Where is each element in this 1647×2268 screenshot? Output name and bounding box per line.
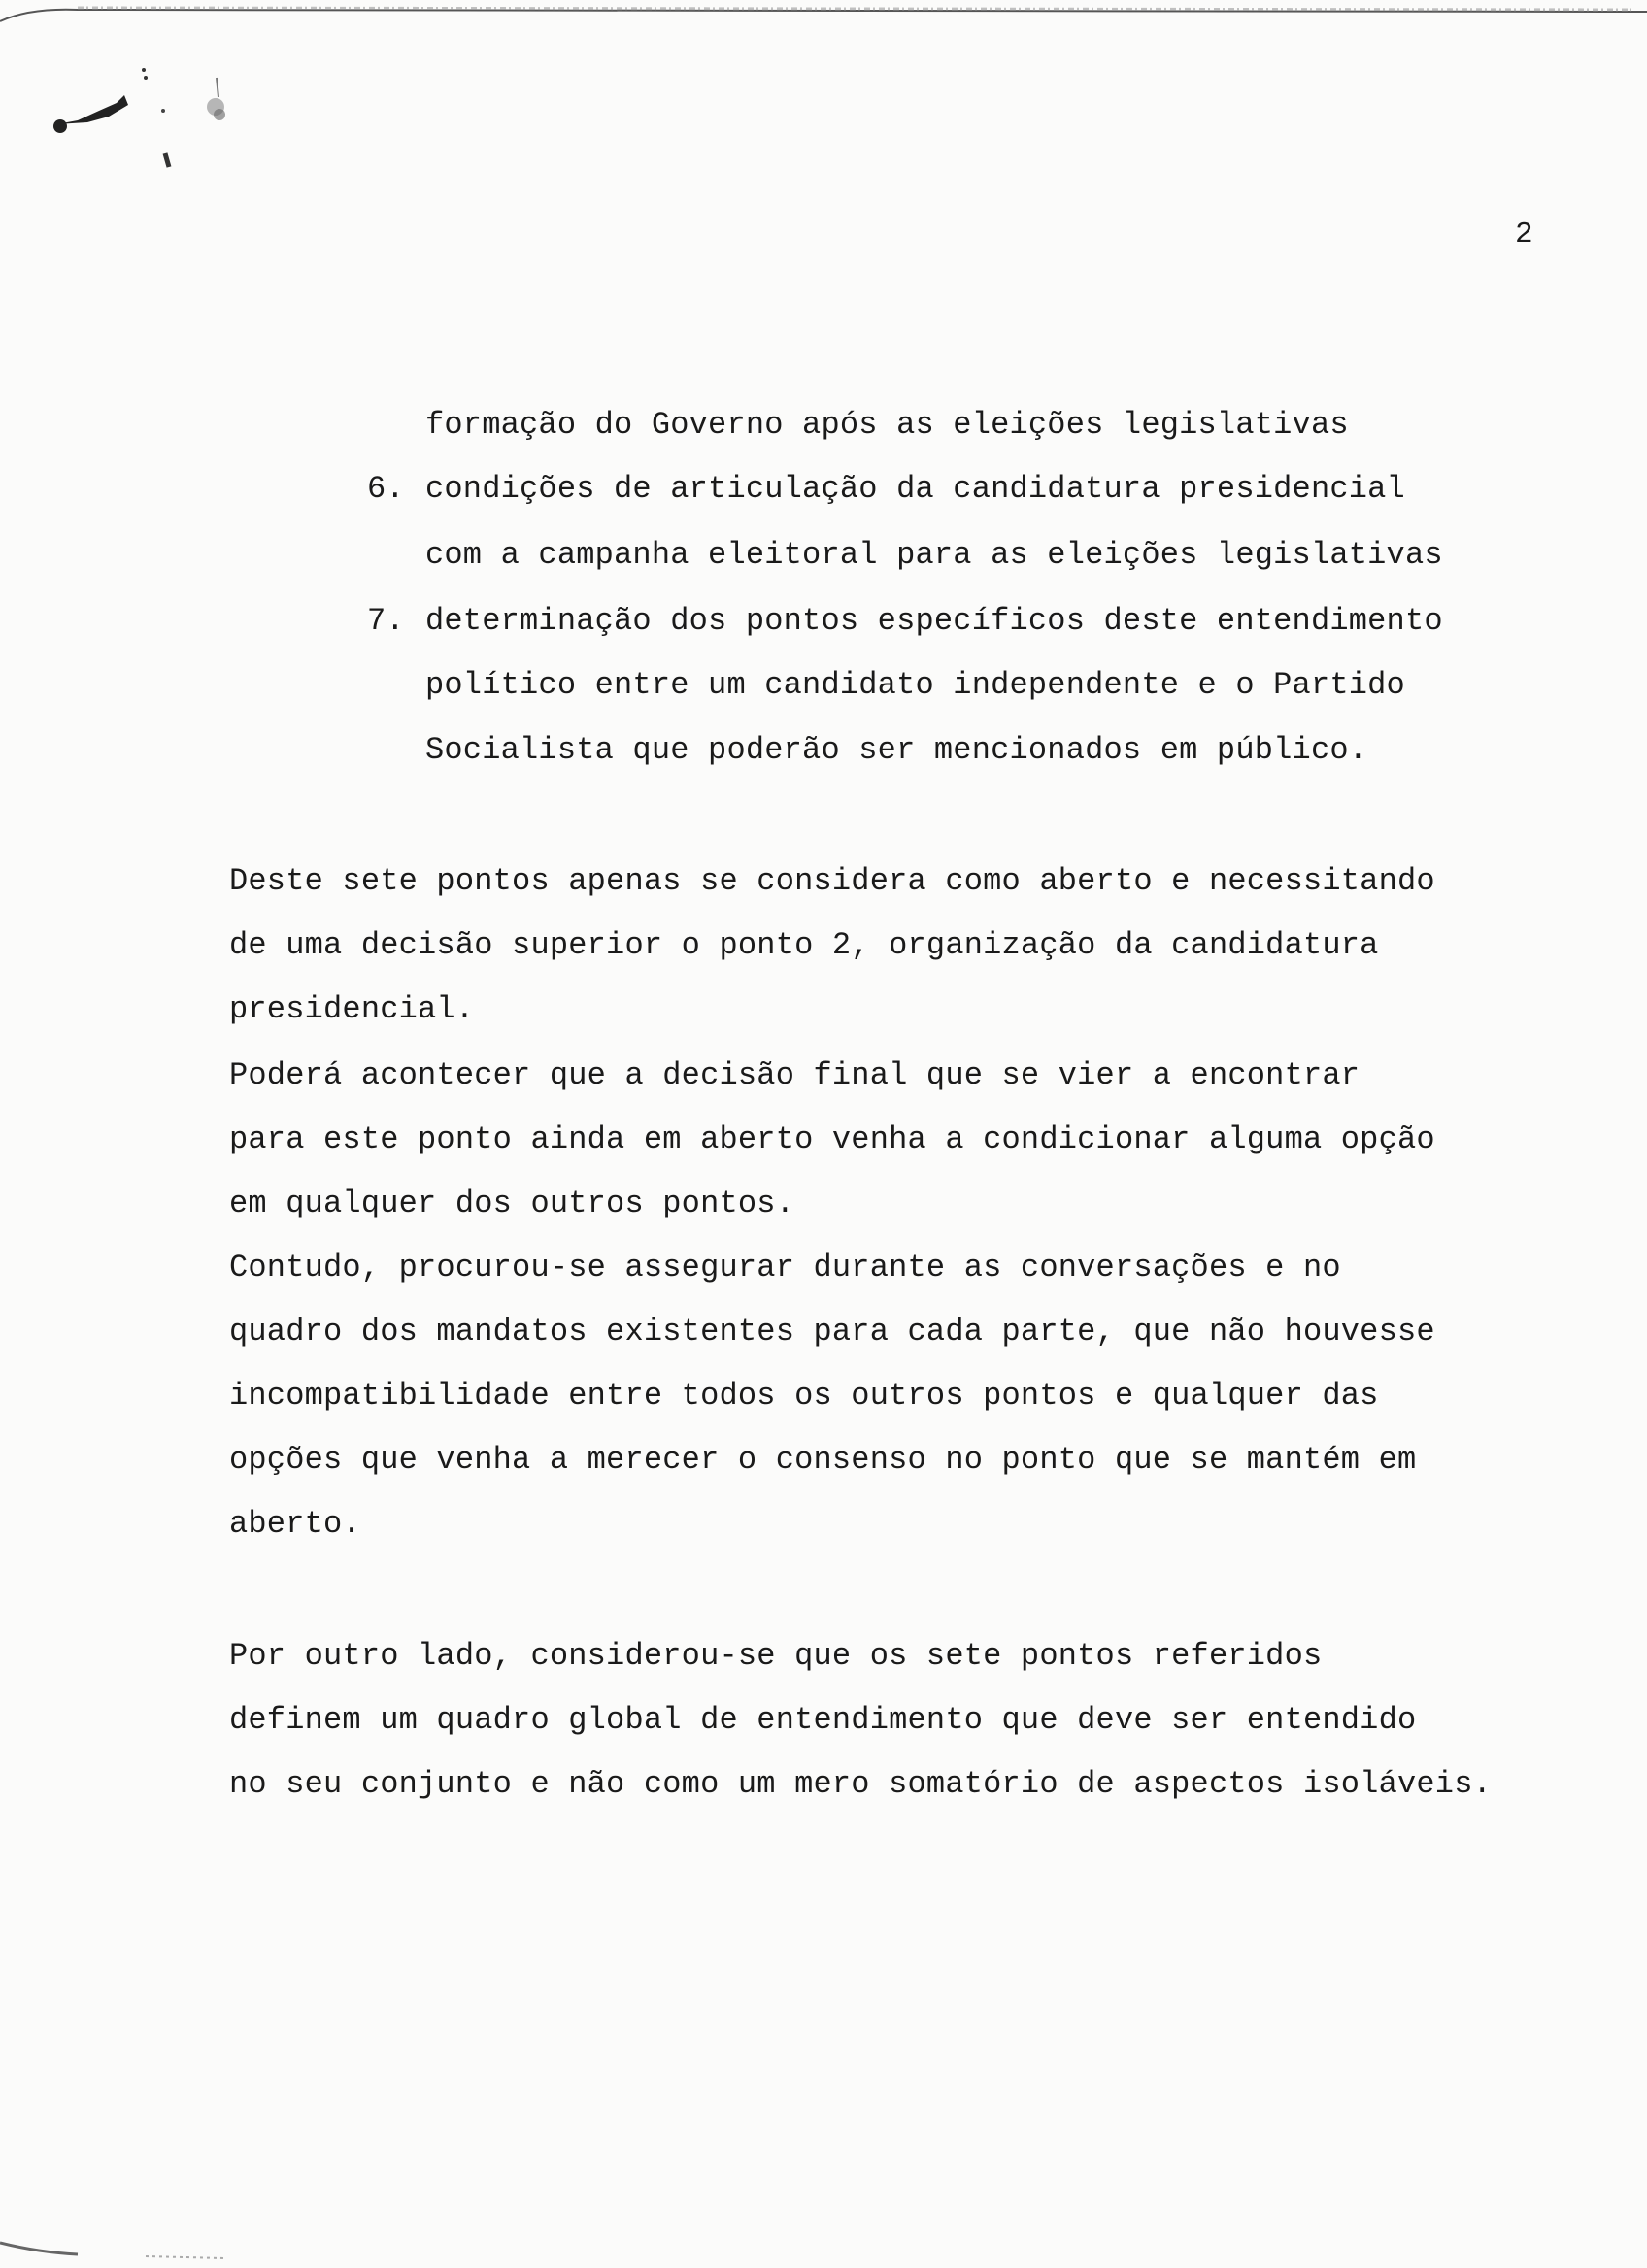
list-item-number: 7. — [367, 603, 405, 639]
list-item-line: político entre um candidato independente e o Partido — [425, 667, 1405, 703]
paragraph-line: presidencial. — [229, 991, 475, 1027]
paragraph-line: Deste sete pontos apenas se considera como aberto e necessitando — [229, 863, 1435, 899]
paragraph-line: em qualquer dos outros pontos. — [229, 1185, 795, 1221]
list-item-line: determinação dos pontos específicos deste entendimento — [425, 603, 1443, 639]
list-continuation-line: formação do Governo após as eleições legislativas — [425, 407, 1349, 443]
paragraph-line: quadro dos mandatos existentes para cada parte, que não houvesse — [229, 1314, 1435, 1350]
paragraph-line: Por outro lado, considerou-se que os sete pontos referidos — [229, 1638, 1323, 1674]
list-item-line: com a campanha eleitoral para as eleições legislativas — [425, 537, 1443, 573]
paragraph-line: no seu conjunto e não como um mero somatório de aspectos isoláveis. — [229, 1766, 1493, 1802]
scan-marks — [39, 49, 252, 184]
paragraph-line: de uma decisão superior o ponto 2, organização da candidatura — [229, 927, 1379, 963]
paragraph-line: Contudo, procurou-se assegurar durante as conversações e no — [229, 1250, 1341, 1285]
paragraph-line: para este ponto ainda em aberto venha a condicionar alguma opção — [229, 1121, 1435, 1157]
paragraph-line: opções que venha a merecer o consenso no ponto que se mantém em — [229, 1442, 1417, 1478]
scan-top-edge — [0, 0, 1647, 29]
list-item-line: Socialista que poderão ser mencionados em público. — [425, 732, 1368, 768]
paragraph-line: incompatibilidade entre todos os outros pontos e qualquer das — [229, 1378, 1379, 1414]
paragraph-line: Poderá acontecer que a decisão final que se vier a encontrar — [229, 1057, 1361, 1093]
page-number: 2 — [1515, 217, 1533, 251]
paragraph-line: definem um quadro global de entendimento que deve ser entendido — [229, 1702, 1417, 1738]
list-item-line: condições de articulação da candidatura presidencial — [425, 471, 1405, 507]
list-item-number: 6. — [367, 471, 405, 507]
scan-bottom-edge — [0, 2233, 291, 2268]
paragraph-line: aberto. — [229, 1506, 361, 1542]
